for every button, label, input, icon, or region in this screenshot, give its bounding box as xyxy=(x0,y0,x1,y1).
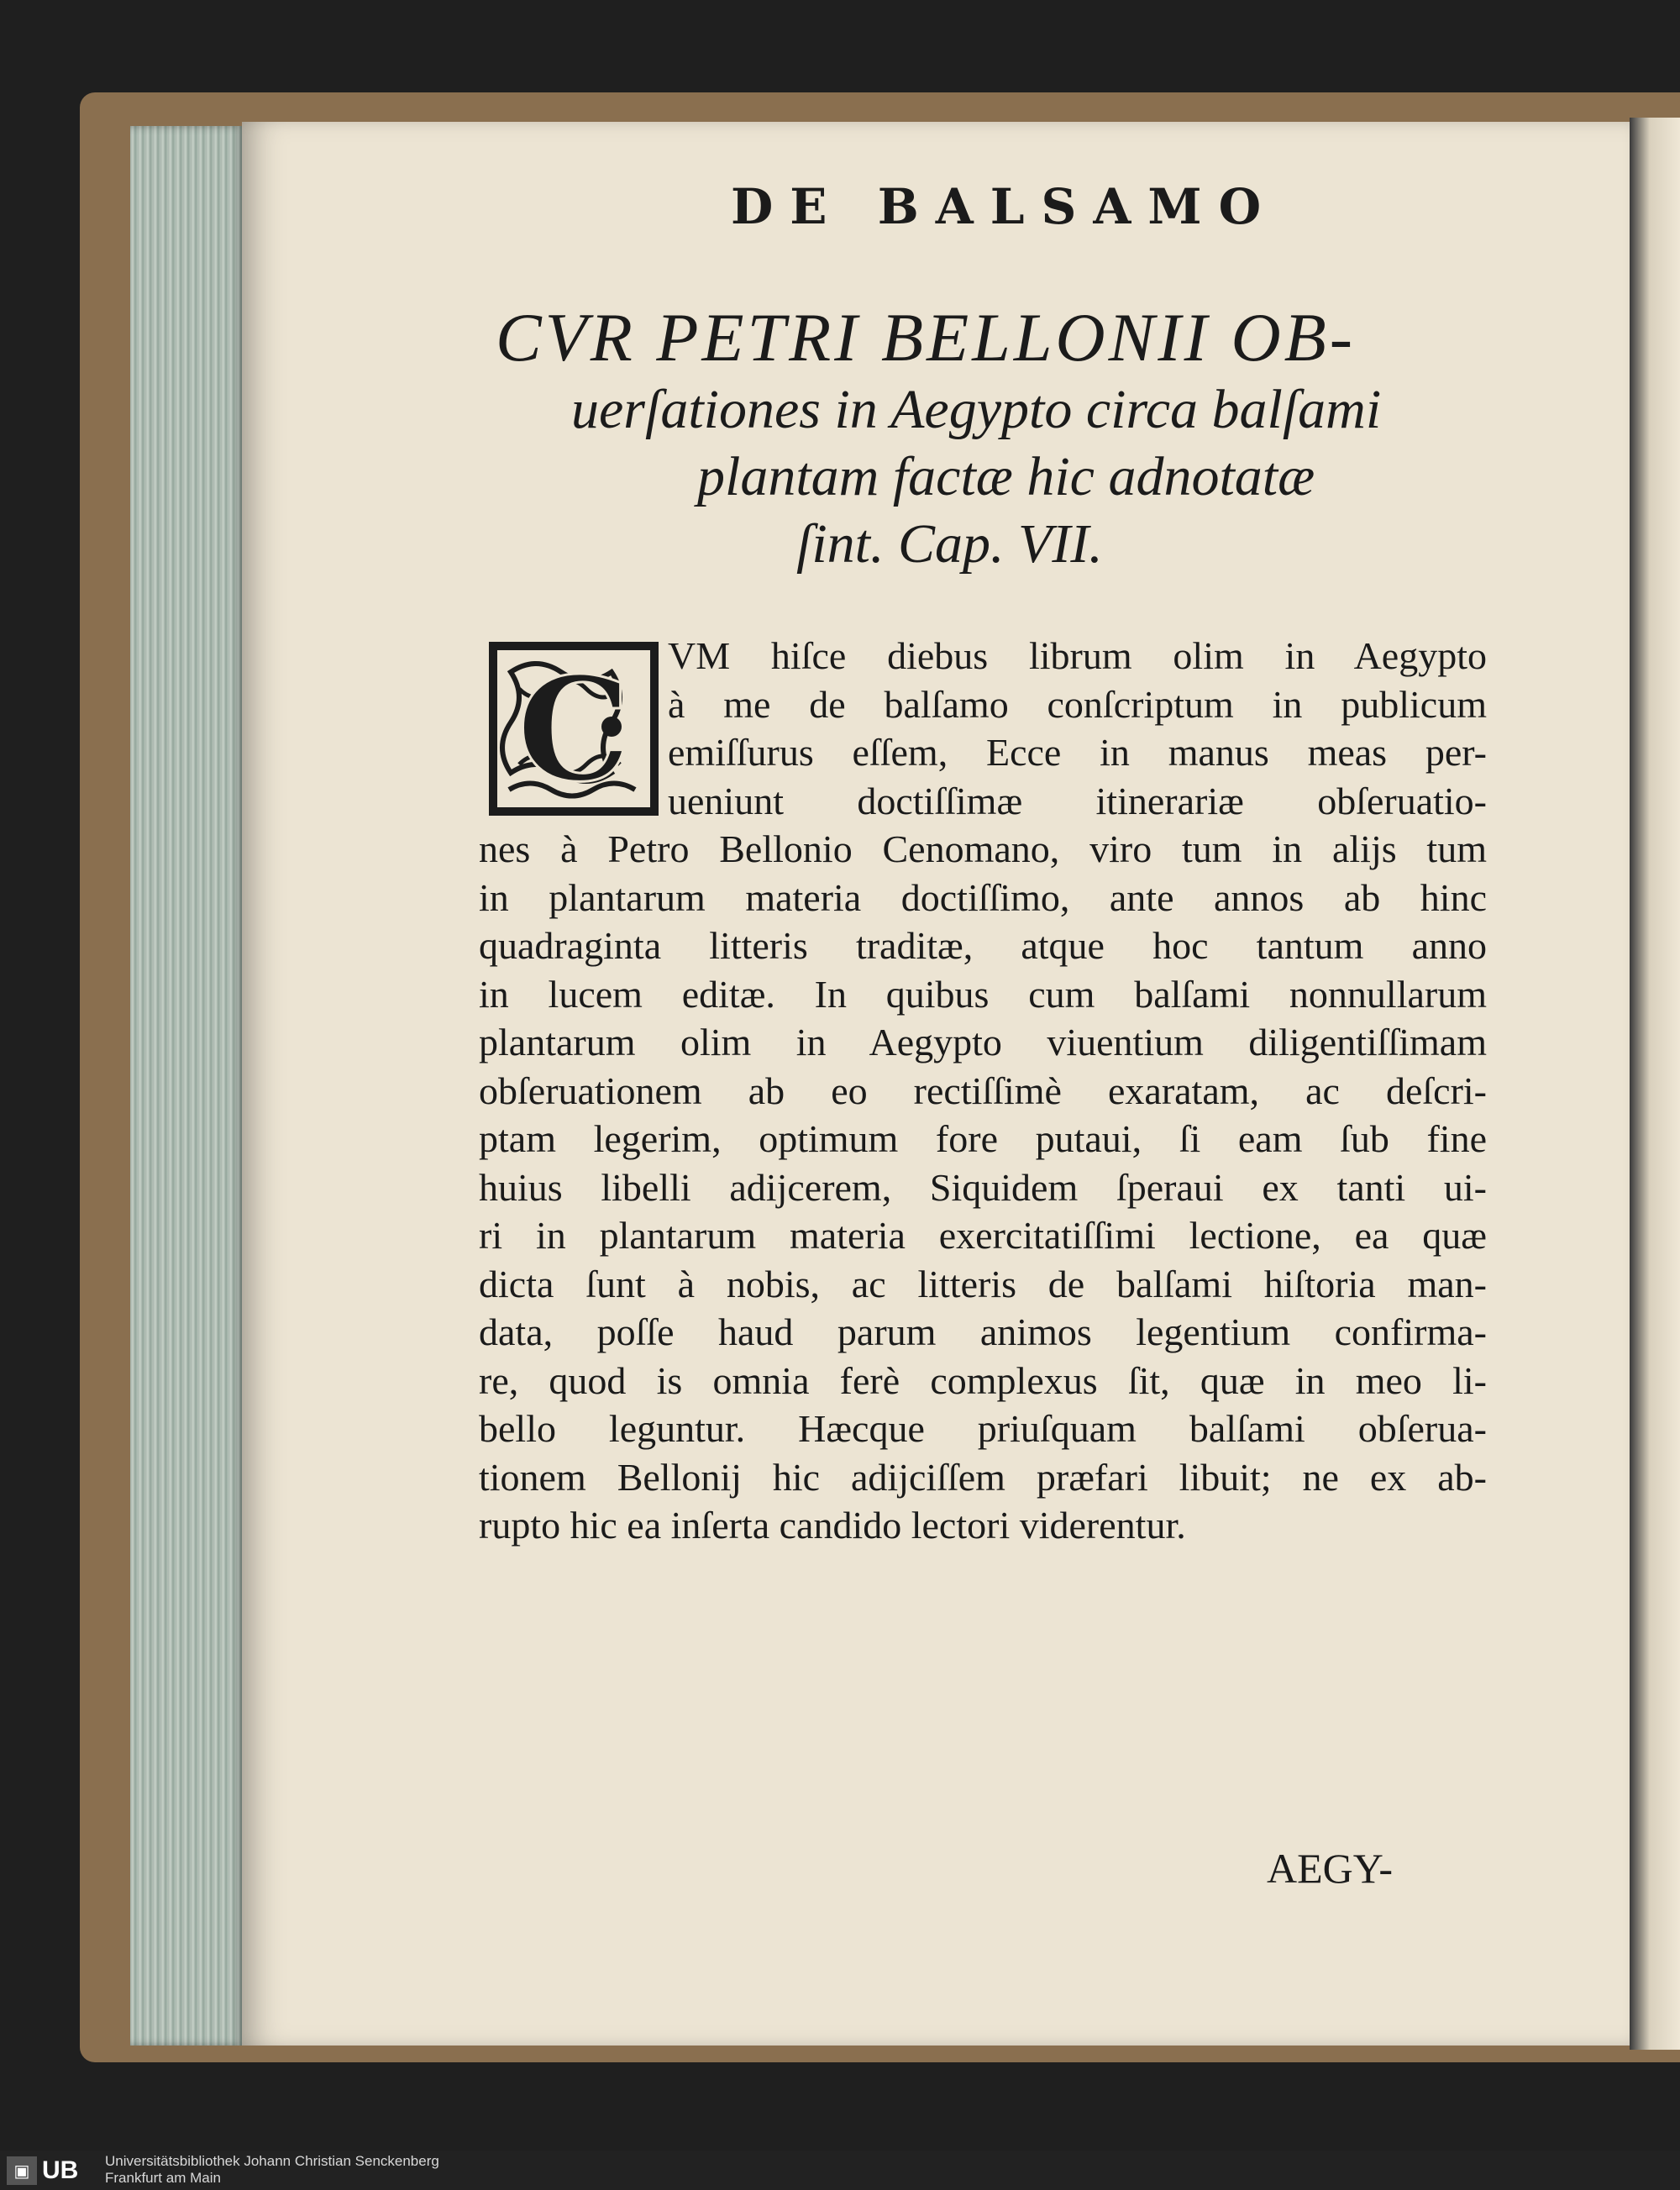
catchword: AEGY- xyxy=(1267,1845,1393,1892)
body-line: tionem Bellonij hic adijciſſem præfari libuit; ne ex ab- xyxy=(479,1455,1487,1499)
page-edges xyxy=(130,126,244,2046)
body-line: ri in plantarum materia exercitatiſſimi lectione, ea quæ xyxy=(479,1214,1487,1257)
body-line: à me de balſamo conſcriptum in publicum xyxy=(668,682,1487,726)
footer-line-1: Universitätsbibliothek Johann Christian Senckenberg xyxy=(105,2153,439,2169)
body-line: dicta ſunt à nobis, ac litteris de balſami hiſtoria man- xyxy=(479,1262,1487,1305)
ornament-initial-icon xyxy=(486,638,662,819)
library-logo-icon: ▣ xyxy=(7,2156,37,2185)
chapter-heading-line-1: CVR PETRI BELLONII OB- xyxy=(496,299,1357,376)
footer-bar xyxy=(0,2151,1680,2190)
body-line: quadraginta litteris traditæ, atque hoc tantum anno xyxy=(479,924,1487,967)
body-line: emiſſurus eſſem, Ecce in manus meas per- xyxy=(668,731,1487,774)
body-line: data, poſſe haud parum animos legentium confirma- xyxy=(479,1310,1487,1353)
body-line: ptam legerim, optimum fore putaui, ſi eam ſub fine xyxy=(479,1117,1487,1160)
library-logo xyxy=(7,2156,95,2186)
footer-credit xyxy=(105,2153,439,2187)
body-line: re, quod is omnia ferè complexus ſit, quæ in meo li- xyxy=(479,1358,1487,1402)
running-head: DE BALSAMO xyxy=(731,178,1278,235)
chapter-heading-line-2: uerſationes in Aegypto circa balſami xyxy=(571,379,1382,440)
logo-text: UB xyxy=(42,2156,79,2184)
body-line: plantarum olim in Aegypto viuentium diligentiſſimam xyxy=(479,1021,1487,1063)
body-line: VM hiſce diebus librum olim in Aegypto xyxy=(668,634,1487,677)
body-line: bello leguntur. Hæcque priuſquam balſami obſerua- xyxy=(479,1407,1487,1450)
decorated-initial-c xyxy=(486,638,662,819)
body-line: huius libelli adijcerem, Siquidem ſperaui ex tanti ui- xyxy=(479,1165,1487,1209)
chapter-heading-line-3: plantam factæ hic adnotatæ xyxy=(697,446,1315,507)
initial-letter: C xyxy=(517,646,631,814)
body-line: ueniunt doctiſſimæ itinerariæ obſeruatio- xyxy=(668,779,1487,822)
chapter-heading-line-4: ſint. Cap. VII. xyxy=(796,513,1103,575)
body-line: obſeruationem ab eo rectiſſimè exaratam, ac deſcri- xyxy=(479,1069,1487,1112)
body-line: rupto hic ea inſerta candido lectori viderentur. xyxy=(479,1504,1186,1547)
body-line: in plantarum materia doctiſſimo, ante annos ab hinc xyxy=(479,875,1487,919)
page-gutter xyxy=(1630,118,1680,2050)
body-line: in lucem editæ. In quibus cum balſami nonnullarum xyxy=(479,972,1487,1016)
body-line: nes à Petro Bellonio Cenomano, viro tum in alijs tum xyxy=(479,827,1487,870)
footer-line-2: Frankfurt am Main xyxy=(105,2170,221,2186)
